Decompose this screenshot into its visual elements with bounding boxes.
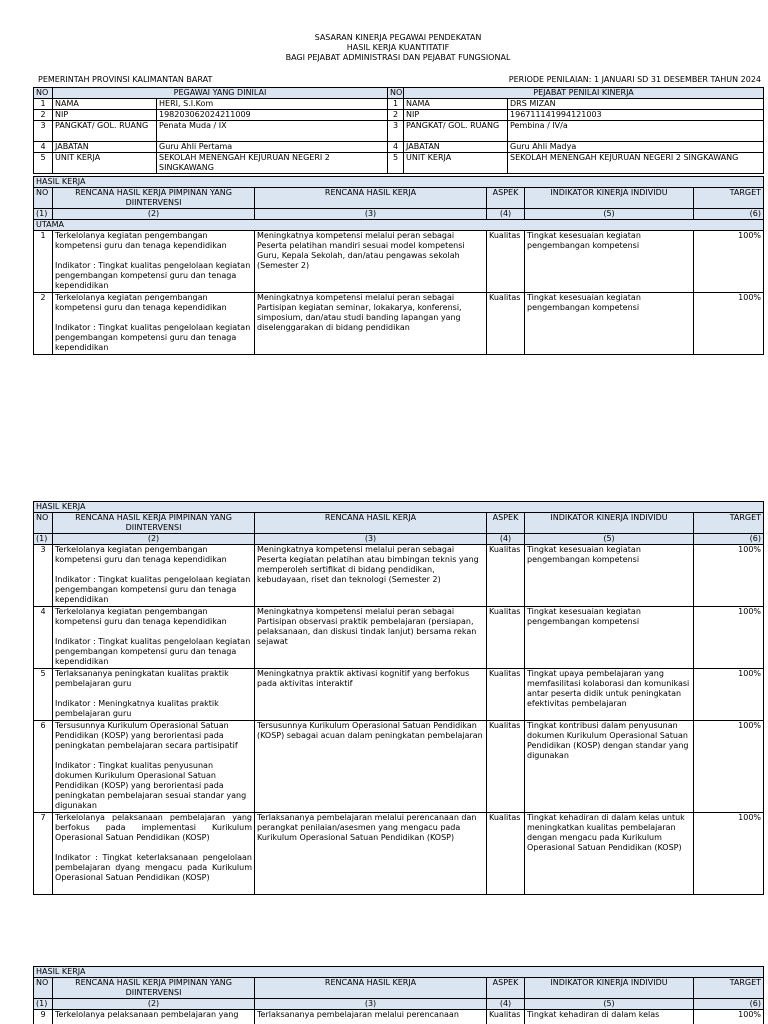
penilai-unit-kerja: SEKOLAH MENENGAH KEJURUAN NEGERI 2 SINGKAWANG: [508, 153, 764, 174]
identity-no-header-2: NO: [388, 88, 404, 99]
identity-row: 2 NIP 198203062024211009 2 NIP 196711141994121003: [34, 110, 764, 121]
pegawai-header: PEGAWAI YANG DINILAI: [53, 88, 388, 99]
identity-row: 4 JABATAN Guru Ahli Pertama 4 JABATAN Guru Ahli Madya: [34, 142, 764, 153]
page-1: [33, 33, 763, 355]
table-row: 6 Tersusunnya Kurikulum Operasional Satuan Pendidikan (KOSP) yang berorientasi pada peningkatan pembelajaran secara partisipatif Indikator : Tingkat kualitas penyusunan dokumen Kurikulum Operasional Satuan Pendidikan (KOSP) yang berorientasi pada peningkatan pembelajaran sesuai standar yang digunakan Tersusunnya Kurikulum Operasional Satuan Pendidikan (KOSP) sebagai acuan dalam peningkatan pembelajaran Kualitas Tingkat kontribusi dalam penyusunan dokumen Kurikulum Operasional Satuan Pendidikan (KOSP) dengan standar yang digunakan 100%: [34, 721, 764, 813]
col-aspek: ASPEK: [487, 188, 525, 209]
identity-row: 3 PANGKAT/ GOL. RUANG Penata Muda / IX 3 PANGKAT/ GOL. RUANG Pembina / IV/a: [34, 121, 764, 142]
pegawai-nama: HERI, S.I.Kom: [157, 99, 388, 110]
penilai-nip: 196711141994121003: [508, 110, 764, 121]
identity-table: [33, 87, 764, 174]
section-hasil-kerja: HASIL KERJA: [34, 967, 764, 978]
title-line-1: SASARAN KINERJA PEGAWAI PENDEKATAN: [314, 33, 482, 42]
document-title: [33, 33, 763, 63]
pegawai-pangkat: Penata Muda / IX: [157, 121, 388, 142]
col-indikator: INDIKATOR KINERJA INDIVIDU: [525, 188, 694, 209]
subheader: [33, 75, 763, 85]
table-row: 2 Terkelolanya kegiatan pengembangan kompetensi guru dan tenaga kependidikan Indikator : Tingkat kualitas pengelolaan kegiatan pengembangan kompetensi guru dan tenaga kependidikan Meningkatnya kompetensi melalui peran sebagai Partisipan kegiatan seminar, lokakarya, konferensi, simposium, dan/atau studi banding lapangan yang diselenggarakan di bidang pendidikan Kualitas Tingkat kesesuaian kegiatan pengembangan kompetensi 100%: [34, 293, 764, 355]
pegawai-jabatan: Guru Ahli Pertama: [157, 142, 388, 153]
section-hasil-kerja: HASIL KERJA: [34, 502, 764, 513]
section-utama: UTAMA: [34, 220, 764, 231]
penilai-nama: DRS MIZAN: [508, 99, 764, 110]
table-row: 5 Terlaksananya peningkatan kualitas praktik pembelajaran guru Indikator : Meningkatnya kualitas praktik pembelajaran guru Meningkatnya praktik aktivasi kognitif yang berfokus pada aktivitas interaktif Kualitas Tingkat upaya pembelajaran yang memfasilitasi kolaborasi dan komunikasi antar peserta didik untuk peningkatan efektivitas pembelajaran 100%: [34, 669, 764, 721]
col-rhk: RENCANA HASIL KERJA: [255, 188, 487, 209]
col-target: TARGET: [694, 188, 764, 209]
title-line-3: BAGI PEJABAT ADMINISTRASI DAN PEJABAT FUNGSIONAL: [285, 53, 511, 62]
pegawai-nip: 198203062024211009: [157, 110, 388, 121]
table-row: 1 Terkelolanya kegiatan pengembangan kompetensi guru dan tenaga kependidikan Indikator : Tingkat kualitas pengelolaan kegiatan pengembangan kompetensi guru dan tenaga kependidikan Meningkatnya kompetensi melalui peran sebagai Peserta pelatihan mandiri sesuai model kompetensi Guru, Kepala Sekolah, dan/atau pengawas sekolah (Semester 2) Kualitas Tingkat kesesuaian kegiatan pengembangan kompetensi 100%: [34, 231, 764, 293]
hasil-kerja-table-3: HASIL KERJA NO RENCANA HASIL KERJA PIMPINAN YANG DIINTERVENSI RENCANA HASIL KERJA ASPEK INDIKATOR KINERJA INDIVIDU TARGET (1) (2) (3) (4) (5) (6) 9 Terkelolanya pelaksanaan pembelajaran yang Terlaksananya pembelajaran melalui perencanaan Kualitas Tingkat kehadiran di dalam kelas 100%: [33, 966, 764, 1024]
identity-row: 5 UNIT KERJA SEKOLAH MENENGAH KEJURUAN NEGERI 2 SINGKAWANG 5 UNIT KERJA SEKOLAH MENENGAH KEJURUAN NEGERI 2 SINGKAWANG: [34, 153, 764, 174]
periode-label: PERIODE PENILAIAN: 1 JANUARI SD 31 DESEMBER TAHUN 2024: [508, 75, 761, 84]
hasil-kerja-table-1: HASIL KERJA NO RENCANA HASIL KERJA PIMPINAN YANG DIINTERVENSI RENCANA HASIL KERJA ASPEK INDIKATOR KINERJA INDIVIDU TARGET (1) (2) (3) (4) (5) (6) UTAMA 1 Terkelolanya kegiatan pengembangan kompetensi guru dan tenaga kependidikan Indikator : Tingkat kualitas pengelolaan kegiatan pengembangan kompetensi guru dan tenaga kependidikan Meningkatnya kompetensi melalui peran sebagai Peserta pelatihan mandiri sesuai model kompetensi Guru, Kepala Sekolah, dan/atau pengawas sekolah (Semester 2) Kualitas Tingkat kesesuaian kegiatan pengembangan kompetensi 100% 2 Terkelolanya kegiatan pengembangan kompetensi guru dan tenaga kependidikan Indikator : Tingkat kualitas pengelolaan kegiatan pengembangan kompetensi guru dan tenaga kependidikan Meningkatnya kompetensi melalui peran sebagai Partisipan kegiatan seminar, lokakarya, konferensi, simposium, dan/atau studi banding lapangan yang diselenggarakan di bidang pendidikan Kualitas Tingkat kesesuaian kegiatan pengembangan kompetensi 100%: [33, 176, 764, 355]
col-no: NO: [34, 188, 53, 209]
title-line-2: HASIL KERJA KUANTITATIF: [346, 43, 450, 52]
penilai-jabatan: Guru Ahli Madya: [508, 142, 764, 153]
section-hasil-kerja: HASIL KERJA: [34, 177, 764, 188]
table-row: 7 Terkelolanya pelaksanaan pembelajaran yang berfokus pada implementasi Kurikulum Operasional Satuan Pendidikan (KOSP) Indikator : Tingkat keterlaksanaan pengelolaan pembelajaran dyang mengacu pada Kurikulum Operasional Satuan Pendidikan (KOSP) Terlaksananya pembelajaran melalui perencanaan dan perangkat penilaian/asesmen yang mengacu pada Kurikulum Operasional Satuan Pendidikan (KOSP) Kualitas Tingkat kehadiran di dalam kelas untuk meningkatkan kualitas pembelajaran dengan mengacu pada Kurikulum Operasional Satuan Pendidikan (KOSP) 100%: [34, 813, 764, 895]
table-row: 3 Terkelolanya kegiatan pengembangan kompetensi guru dan tenaga kependidikan Indikator : Tingkat kualitas pengelolaan kegiatan pengembangan kompetensi guru dan tenaga kependidikan Meningkatnya kompetensi melalui peran sebagai Peserta kegiatan pelatihan atau bimbingan teknis yang memperoleh sertifikat di bidang pendidikan, kebudayaan, riset dan teknologi (Semester 2) Kualitas Tingkat kesesuaian kegiatan pengembangan kompetensi 100%: [34, 545, 764, 607]
identity-row: 1 NAMA HERI, S.I.Kom 1 NAMA DRS MIZAN: [34, 99, 764, 110]
penilai-header: PEJABAT PENILAI KINERJA: [404, 88, 764, 99]
table-row: 4 Terkelolanya kegiatan pengembangan kompetensi guru dan tenaga kependidikan Indikator : Tingkat kualitas pengelolaan kegiatan pengembangan kompetensi guru dan tenaga kependidikan Meningkatnya kompetensi melalui peran sebagai Partisipan observasi praktik pembelajaran (persiapan, pelaksanaan, dan diskusi tindak lanjut) bersama rekan sejawat Kualitas Tingkat kesesuaian kegiatan pengembangan kompetensi 100%: [34, 607, 764, 669]
identity-no-header: NO: [34, 88, 53, 99]
table-row: 9 Terkelolanya pelaksanaan pembelajaran yang Terlaksananya pembelajaran melalui perencanaan Kualitas Tingkat kehadiran di dalam kelas 100%: [34, 1010, 764, 1024]
page-3: [33, 966, 763, 1024]
col-rhk-pimpinan: RENCANA HASIL KERJA PIMPINAN YANG DIINTERVENSI: [53, 188, 255, 209]
instansi-label: PEMERINTAH PROVINSI KALIMANTAN BARAT: [38, 75, 213, 84]
penilai-pangkat: Pembina / IV/a: [508, 121, 764, 142]
pegawai-unit-kerja: SEKOLAH MENENGAH KEJURUAN NEGERI 2 SINGKAWANG: [157, 153, 388, 174]
hasil-kerja-table-2: HASIL KERJA NO RENCANA HASIL KERJA PIMPINAN YANG DIINTERVENSI RENCANA HASIL KERJA ASPEK INDIKATOR KINERJA INDIVIDU TARGET (1) (2) (3) (4) (5) (6) 3 Terkelolanya kegiatan pengembangan kompetensi guru dan tenaga kependidikan Indikator : Tingkat kualitas pengelolaan kegiatan pengembangan kompetensi guru dan tenaga kependidikan Meningkatnya kompetensi melalui peran sebagai Peserta kegiatan pelatihan atau bimbingan teknis yang memperoleh sertifikat di bidang pendidikan, kebudayaan, riset dan teknologi (Semester 2) Kualitas Tingkat kesesuaian kegiatan pengembangan kompetensi 100% 4 Terkelolanya kegiatan pengembangan kompetensi guru dan tenaga kependidikan Indikator : Tingkat kualitas pengelolaan kegiatan pengembangan kompetensi guru dan tenaga kependidikan Meningkatnya kompetensi melalui peran sebagai Partisipan observasi praktik pembelajaran (persiapan, pelaksanaan, dan diskusi tindak lanjut) bersama rekan sejawat Kualitas Tingkat kesesuaian kegiatan pengembangan kompetensi 100% 5 Terlaksananya peningkatan kualitas praktik pembelajaran guru Indikator : Meningkatnya kualitas praktik pembelajaran guru Meningkatnya praktik aktivasi kognitif yang berfokus pada aktivitas interaktif Kualitas Tingkat upaya pembelajaran yang memfasilitasi kolaborasi dan komunikasi antar peserta didik untuk peningkatan efektivitas pembelajaran 100% 6 Tersusunnya Kurikulum Operasional Satuan Pendidikan (KOSP) yang berorientasi pada peningkatan pembelajaran secara partisipatif Indikator : Tingkat kualitas penyusunan dokumen Kurikulum Operasional Satuan Pendidikan (KOSP) yang berorientasi pada peningkatan pembelajaran sesuai standar yang digunakan Tersusunnya Kurikulum Operasional Satuan Pendidikan (KOSP) sebagai acuan dalam peningkatan pembelajaran Kualitas Tingkat kontribusi dalam penyusunan dokumen Kurikulum Operasional Satuan Pendidikan (KOSP) dengan standar yang digunakan 100% 7 Terkelolanya pelaksanaan pembelajaran yang berfokus pada implementasi Kurikulum Operasional Satuan Pendidikan (KOSP) Indikator : Tingkat keterlaksanaan pengelolaan pembelajaran dyang mengacu pada Kurikulum Operasional Satuan Pendidikan (KOSP) Terlaksananya pembelajaran melalui perencanaan dan perangkat penilaian/asesmen yang mengacu pada Kurikulum Operasional Satuan Pendidikan (KOSP) Kualitas Tingkat kehadiran di dalam kelas untuk meningkatkan kualitas pembelajaran dengan mengacu pada Kurikulum Operasional Satuan Pendidikan (KOSP) 100%: [33, 501, 764, 895]
page-2: [33, 501, 763, 895]
